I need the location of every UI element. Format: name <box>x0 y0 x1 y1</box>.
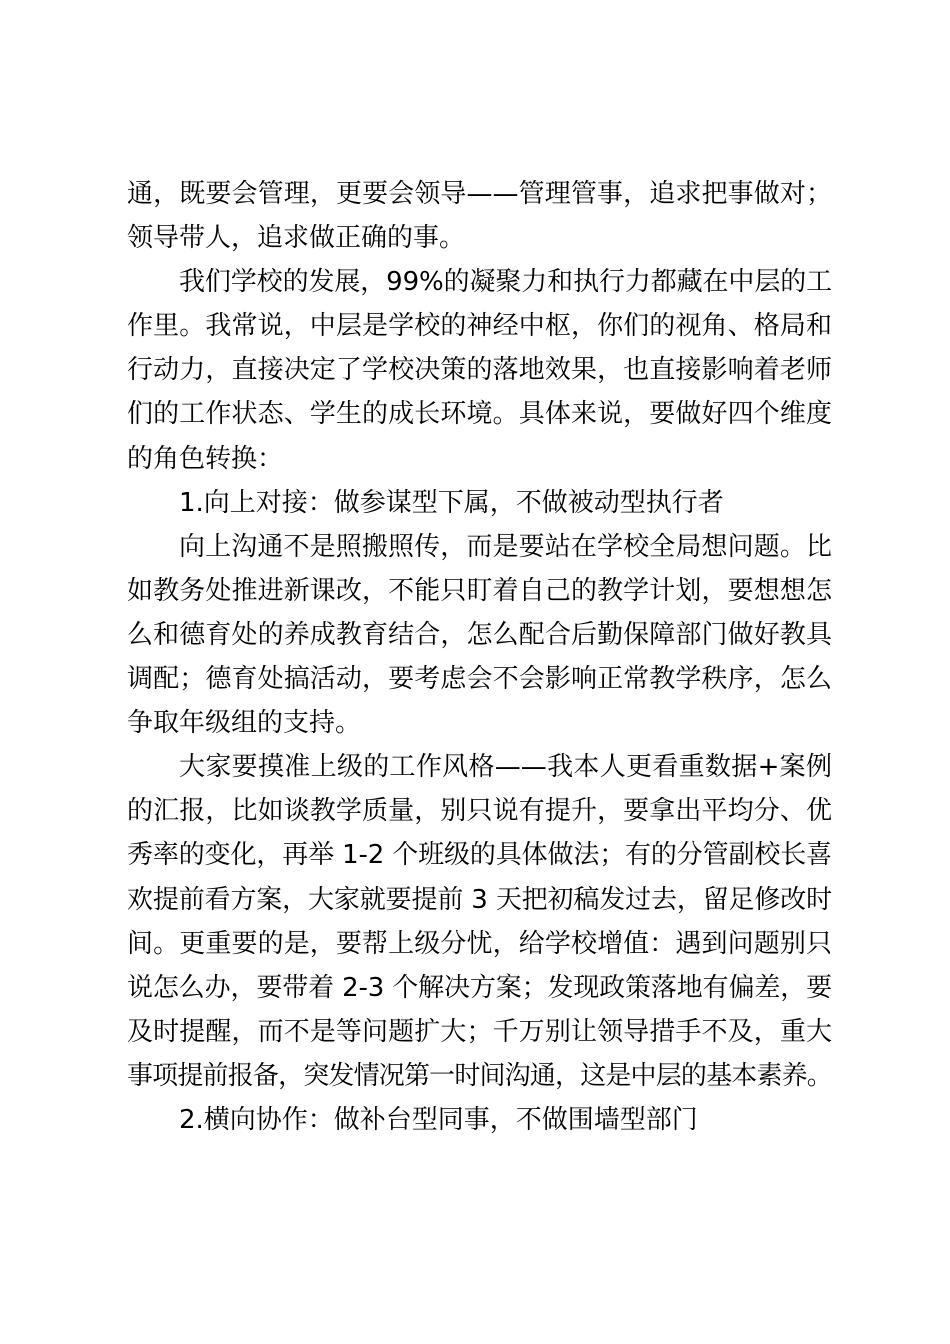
paragraph-first-line: 1.向上对接：做参谋型下属，不做被动型执行者 <box>179 487 724 518</box>
text-line: 及时提醒，而不是等问题扩大；千万别让领导措手不及，重大 <box>127 1016 832 1047</box>
text-line: 们的工作状态、学生的成长环境。具体来说，要做好四个维度 <box>127 399 832 430</box>
text-line: 作里。我常说，中层是学校的神经中枢，你们的视角、格局和 <box>127 311 832 342</box>
text-line: 通，既要会管理，更要会领导——管理管事，追求把事做对； <box>127 179 832 209</box>
text-line: 的角色转换： <box>127 443 284 474</box>
body-text <box>127 172 832 1142</box>
paragraph-first-line: 向上沟通不是照搬照传，而是要站在学校全局想问题。比 <box>179 531 832 562</box>
text-line: 事项提前报备，突发情况第一时间沟通，这是中层的基本素养。 <box>127 1060 832 1091</box>
text-line: 秀率的变化，再举 1-2 个班级的具体做法；有的分管副校长喜 <box>127 840 832 871</box>
text-line: 么和德育处的养成教育结合，怎么配合后勤保障部门做好教具 <box>127 619 832 650</box>
text-line: 如教务处推进新课改，不能只盯着自己的教学计划，要想想怎 <box>127 575 832 606</box>
paragraph-first-line: 2.横向协作：做补台型同事，不做围墙型部门 <box>179 1104 698 1135</box>
text-line: 争取年级组的支持。 <box>127 708 362 739</box>
text-line: 行动力，直接决定了学校决策的落地效果，也直接影响着老师 <box>127 355 832 386</box>
text-line: 间。更重要的是，要帮上级分忧，给学校增值：遇到问题别只 <box>127 928 832 959</box>
paragraph-first-line: 我们学校的发展，99%的凝聚力和执行力都藏在中层的工 <box>179 267 832 298</box>
text-line: 的汇报，比如谈教学质量，别只说有提升，要拿出平均分、优 <box>127 796 832 827</box>
text-line: 领导带人，追求做正确的事。 <box>127 223 466 254</box>
text-line: 调配；德育处搞活动，要考虑会不会影响正常教学秩序，怎么 <box>127 664 832 695</box>
text-line: 欢提前看方案，大家就要提前 3 天把初稿发过去，留足修改时 <box>127 884 832 915</box>
text-line: 说怎么办，要带着 2-3 个解决方案；发现政策落地有偏差，要 <box>127 972 832 1003</box>
paragraph-first-line: 大家要摸准上级的工作风格——我本人更看重数据+案例 <box>179 752 832 783</box>
